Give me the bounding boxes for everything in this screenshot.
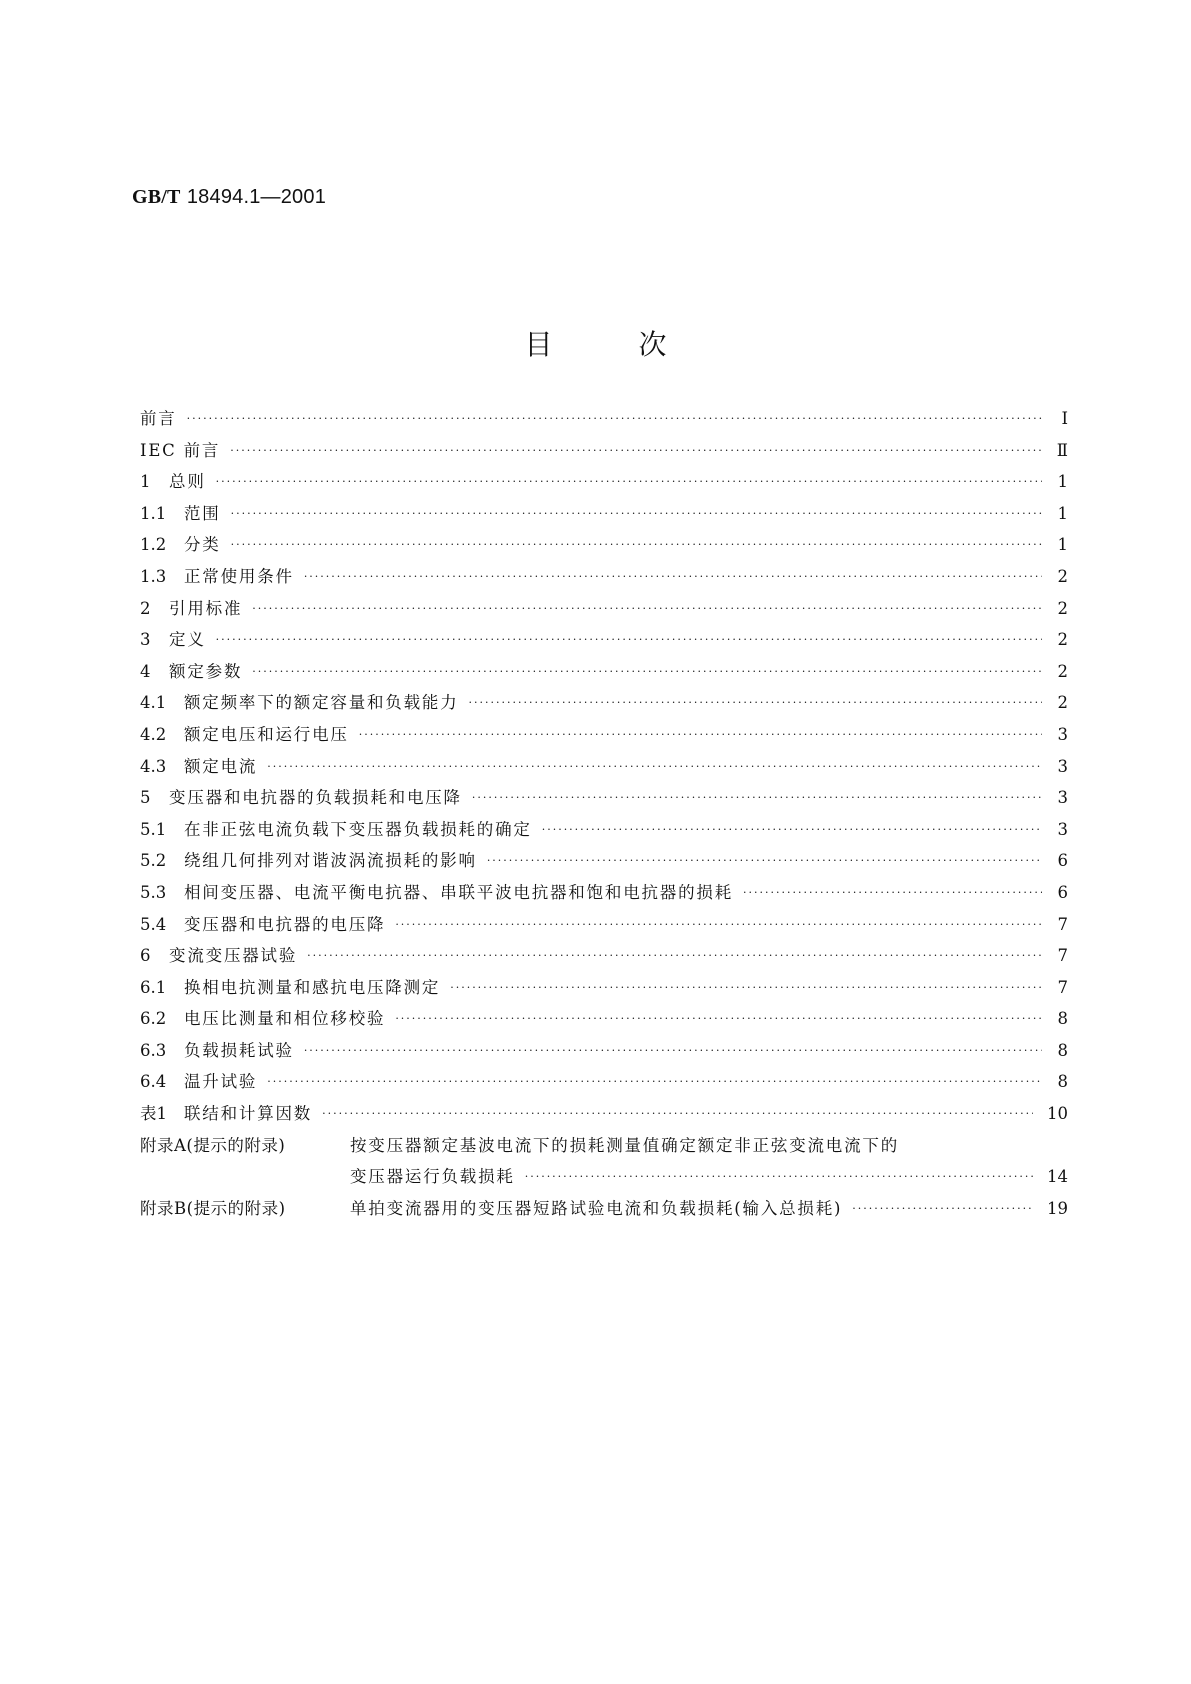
toc-entry-4-2[interactable] <box>140 721 1068 753</box>
toc-entry-page: 8 <box>1057 1009 1068 1029</box>
toc-entry-5-1[interactable] <box>140 816 1068 848</box>
toc-entry-page: 3 <box>1057 724 1068 744</box>
toc-entry-page: 14 <box>1047 1167 1068 1187</box>
toc-entry-title: 范围 <box>184 503 221 523</box>
toc-entry-title: 单拍变流器用的变压器短路试验电流和负载损耗(输入总损耗) <box>350 1198 843 1218</box>
dot-leader <box>216 633 1042 646</box>
toc-entry-number: 1.3 <box>140 566 167 586</box>
appendix-label: 附录A(提示的附录) <box>140 1135 286 1155</box>
toc-entry-title: 总则 <box>169 472 206 492</box>
toc-entry-number: 3 <box>140 630 151 650</box>
dot-leader <box>743 886 1042 899</box>
toc-entry-table-1[interactable] <box>140 1100 1068 1132</box>
toc-entry-6-1[interactable] <box>140 974 1068 1006</box>
toc-entry-number: 1.1 <box>140 503 167 523</box>
table-of-contents <box>140 405 1068 1226</box>
toc-entry-page: 7 <box>1057 914 1068 934</box>
toc-entry-number: 6.1 <box>140 977 167 997</box>
toc-entry-title: 正常使用条件 <box>184 566 294 586</box>
dot-leader <box>267 1075 1042 1088</box>
standard-prefix: GB/T <box>132 186 181 208</box>
toc-entry-number: 6 <box>140 946 151 966</box>
toc-entry-number: 5.1 <box>140 819 167 839</box>
dot-leader <box>252 665 1042 678</box>
toc-entry-6[interactable] <box>140 942 1068 974</box>
standard-number: 18494.1—2001 <box>186 186 327 208</box>
toc-entry-page: 8 <box>1057 1040 1068 1060</box>
toc-entry-title: 额定参数 <box>169 661 243 681</box>
dot-leader <box>252 602 1042 615</box>
toc-entry-number: 4.3 <box>140 756 167 776</box>
toc-entry-page: Ⅱ <box>1056 440 1068 460</box>
toc-entry-page: 3 <box>1057 788 1068 808</box>
toc-entry-title-continued: 变压器运行负载损耗 <box>350 1167 515 1187</box>
toc-entry-page: 10 <box>1047 1104 1068 1124</box>
toc-entry-5-4[interactable] <box>140 911 1068 943</box>
toc-entry-number: 1.2 <box>140 535 167 555</box>
toc-entry-4[interactable] <box>140 658 1068 690</box>
toc-entry-1-3[interactable] <box>140 563 1068 595</box>
toc-entry-page: Ⅰ <box>1061 409 1068 428</box>
toc-entry-page: 1 <box>1057 503 1068 523</box>
toc-entry-number: 4.2 <box>140 724 167 744</box>
toc-entry-number: 4 <box>140 661 151 681</box>
toc-entry-title: IEC 前言 <box>140 440 221 460</box>
toc-entry-title: 在非正弦电流负载下变压器负载损耗的确定 <box>184 819 532 839</box>
toc-entry-appendix-a[interactable] <box>140 1132 1068 1164</box>
toc-entry-1-1[interactable] <box>140 500 1068 532</box>
dot-leader <box>450 981 1042 994</box>
dot-leader <box>304 1044 1042 1057</box>
toc-entry-number: 5.2 <box>140 851 167 871</box>
toc-entry-title: 按变压器额定基波电流下的损耗测量值确定额定非正弦变流电流下的 <box>350 1135 899 1155</box>
title-char-2: 次 <box>638 328 667 361</box>
toc-entry-6-2[interactable] <box>140 1005 1068 1037</box>
dot-leader <box>852 1202 1033 1215</box>
toc-entry-page: 8 <box>1057 1072 1068 1092</box>
toc-entry-5-3[interactable] <box>140 879 1068 911</box>
dot-leader <box>322 1107 1033 1120</box>
dot-leader <box>307 949 1042 962</box>
toc-entry-page: 2 <box>1057 661 1068 681</box>
toc-entry-title: 变压器和电抗器的负载损耗和电压降 <box>169 788 462 808</box>
dot-leader <box>359 728 1042 741</box>
toc-entry-number: 6.2 <box>140 1009 167 1029</box>
dot-leader <box>216 475 1042 488</box>
toc-entry-6-4[interactable] <box>140 1068 1068 1100</box>
dot-leader <box>469 696 1043 709</box>
dot-leader <box>525 1170 1033 1183</box>
toc-entry-title: 额定电压和运行电压 <box>184 724 349 744</box>
toc-entry-page: 1 <box>1057 472 1068 492</box>
toc-entry-1[interactable] <box>140 468 1068 500</box>
toc-entry-page: 2 <box>1057 566 1068 586</box>
toc-entry-title: 前言 <box>140 409 177 428</box>
toc-entry-page: 2 <box>1057 598 1068 618</box>
toc-entry-1-2[interactable] <box>140 531 1068 563</box>
toc-entry-2[interactable] <box>140 595 1068 627</box>
toc-entry-page: 19 <box>1047 1198 1068 1218</box>
toc-entry-4-3[interactable] <box>140 753 1068 785</box>
toc-entry-page: 7 <box>1057 946 1068 966</box>
appendix-label: 附录B(提示的附录) <box>140 1198 286 1218</box>
toc-entry-number: 6.4 <box>140 1072 167 1092</box>
toc-entry-page: 7 <box>1057 977 1068 997</box>
toc-entry-iec-foreword[interactable] <box>140 437 1068 469</box>
toc-entry-page: 6 <box>1057 851 1068 871</box>
toc-entry-title: 定义 <box>169 630 206 650</box>
toc-entry-title: 相间变压器、电流平衡电抗器、串联平波电抗器和饱和电抗器的损耗 <box>184 882 733 902</box>
dot-leader <box>187 412 1042 425</box>
toc-entry-5-2[interactable] <box>140 847 1068 879</box>
dot-leader <box>487 854 1042 867</box>
dot-leader <box>395 1012 1042 1025</box>
toc-entry-appendix-a-cont[interactable] <box>140 1163 1068 1195</box>
toc-entry-title: 电压比测量和相位移校验 <box>184 1009 386 1029</box>
toc-entry-number: 4.1 <box>140 693 167 713</box>
toc-entry-appendix-b[interactable] <box>140 1195 1068 1227</box>
toc-entry-title: 变流变压器试验 <box>169 946 298 966</box>
standard-code <box>132 186 326 209</box>
toc-entry-number: 5.3 <box>140 882 167 902</box>
page-title <box>0 323 1191 363</box>
dot-leader <box>304 570 1042 583</box>
toc-entry-number: 1 <box>140 472 151 492</box>
toc-entry-title: 负载损耗试验 <box>184 1040 294 1060</box>
toc-entry-number: 表1 <box>140 1104 167 1124</box>
dot-leader <box>542 823 1042 836</box>
dot-leader <box>231 538 1042 551</box>
toc-entry-foreword[interactable] <box>140 405 1068 437</box>
toc-entry-number: 5 <box>140 788 151 808</box>
dot-leader <box>231 507 1042 520</box>
toc-entry-4-1[interactable] <box>140 689 1068 721</box>
title-char-1: 目 <box>524 328 553 361</box>
dot-leader <box>395 918 1042 931</box>
toc-entry-3[interactable] <box>140 626 1068 658</box>
dot-leader <box>230 444 1042 457</box>
toc-entry-page: 6 <box>1057 882 1068 902</box>
toc-entry-title: 联结和计算因数 <box>184 1104 313 1124</box>
toc-entry-page: 3 <box>1057 819 1068 839</box>
toc-entry-title: 绕组几何排列对谐波涡流损耗的影响 <box>184 851 477 871</box>
toc-entry-title: 分类 <box>184 535 221 555</box>
toc-entry-title: 额定频率下的额定容量和负载能力 <box>184 693 459 713</box>
toc-entry-page: 3 <box>1057 756 1068 776</box>
toc-entry-number: 5.4 <box>140 914 167 934</box>
toc-entry-5[interactable] <box>140 784 1068 816</box>
toc-entry-number: 6.3 <box>140 1040 167 1060</box>
toc-entry-title: 温升试验 <box>184 1072 258 1092</box>
dot-leader <box>472 791 1042 804</box>
dot-leader <box>267 760 1042 773</box>
toc-entry-title: 换相电抗测量和感抗电压降测定 <box>184 977 441 997</box>
toc-entry-number: 2 <box>140 598 151 618</box>
toc-entry-title: 额定电流 <box>184 756 258 776</box>
toc-entry-page: 1 <box>1057 535 1068 555</box>
toc-entry-title: 引用标准 <box>169 598 243 618</box>
toc-entry-page: 2 <box>1057 630 1068 650</box>
toc-entry-page: 2 <box>1057 693 1068 713</box>
toc-entry-title: 变压器和电抗器的电压降 <box>184 914 386 934</box>
toc-entry-6-3[interactable] <box>140 1037 1068 1069</box>
